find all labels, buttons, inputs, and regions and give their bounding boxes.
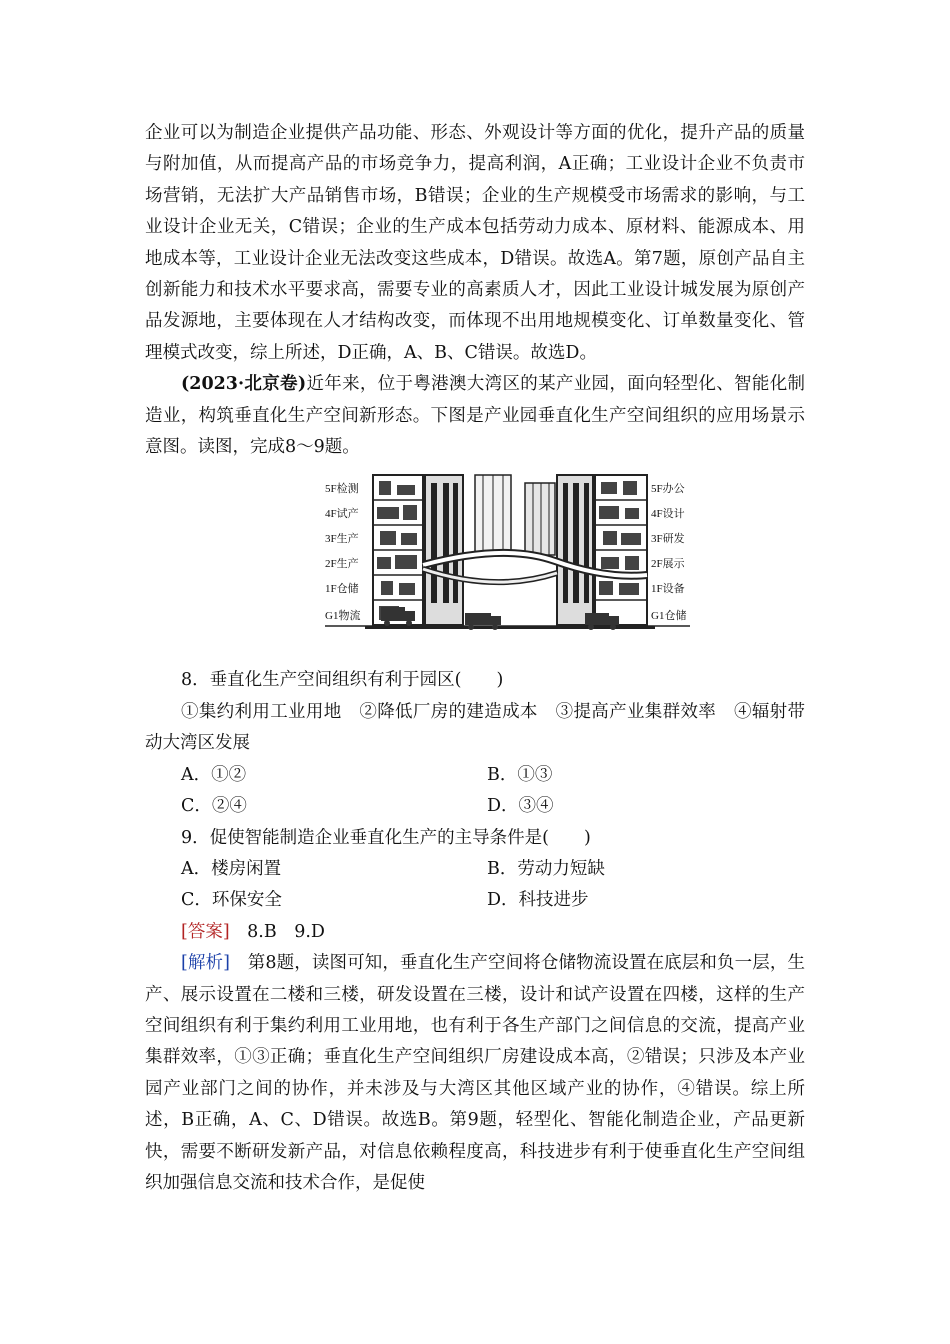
question-8-options-row2 [145,791,805,822]
question-8-items: ①集约利用工业用地 ②降低厂房的建造成本 ③提高产业集群效率 ④辐射带动大湾区发展 [145,701,805,754]
q8-option-d: D．③④ [487,796,554,817]
right-label-4f: 4F设计 [651,508,685,521]
answer-tag: [答案] [181,921,230,942]
left-label-1f: 1F仓储 [325,583,359,596]
vertical-production-diagram [325,473,690,649]
left-label-4f: 4F试产 [325,508,359,521]
explanation [145,948,805,1199]
right-label-3f: 3F研发 [651,533,685,546]
question-intro [145,369,805,463]
right-label-1f: 1F设备 [651,583,685,596]
q8-option-c: C．②④ [181,796,247,817]
question-8-options-row1 [145,760,805,791]
question-8-stem: 8．垂直化生产空间组织有利于园区( ) [181,670,504,691]
explanation-tag: [解析] [181,953,231,974]
left-label-3f: 3F生产 [325,533,359,546]
left-label-2f: 2F生产 [325,558,359,571]
q9-option-a: A．楼房闲置 [181,858,282,879]
answer-text: 8.B 9.D [247,921,325,942]
paragraph-previous-explanation: 企业可以为制造企业提供产品功能、形态、外观设计等方面的优化，提升产品的质量与附加值，从而提高产品的市场竞争力，提高利润，A正确；工业设计企业不负责市场营销，无法扩大产品销售市场，B错误；企业的生产规模受市场需求的影响，与工业设计企业无关，C错误；企业的生产成本包括劳动力成本、原材料、能源成本、用地成本等，工业设计企业无法改变这些成本，D错误。故选A。第7题，原创产品自主创新能力和技术水平要求高，需要专业的高素质人才，因此工业设计城发展为原创产品发源地，主要体现在人才结构改变，而体现不出用地规模变化、订单数量变化、管理模式改变，综上所述，D正确，A、B、C错误。故选D。 [145,123,805,363]
left-label-g1: G1物流 [325,610,361,623]
answer-line [145,917,805,948]
explanation-text: 第8题，读图可知，垂直化生产空间将仓储物流设置在底层和负一层，生产、展示设置在二楼和三楼，研发设置在三楼，设计和试产设置在四楼，这样的生产空间组织有利于集约利用工业用地，也有利于各生产部门之间信息的交流，提高产业集群效率，①③正确；垂直化生产空间组织厂房建设成本高，②错误；只涉及本产业园产业部门之间的协作，并未涉及与大湾区其他区域产业的协作，④错误。综上所述，B正确，A、C、D错误。故选B。第9题，轻型化、智能化制造企业，产品更新快，需要不断研发新产品，对信息依赖程度高，科技进步有利于使垂直化生产空间组织加强信息交流和技术合作，是促使 [145,953,806,1193]
question-9-stem: 9．促使智能制造企业垂直化生产的主导条件是( ) [181,827,591,848]
q8-option-a: A．①② [181,764,247,785]
question-9-options-row2 [145,885,805,916]
left-label-5f: 5F检测 [325,483,359,496]
right-label-2f: 2F展示 [651,558,685,571]
q8-option-b: B．①③ [487,764,553,785]
right-label-5f: 5F办公 [651,483,685,496]
question-9-options-row1 [145,854,805,885]
right-label-g1: G1仓储 [651,610,687,623]
intro-text: 近年来，位于粤港澳大湾区的某产业园，面向轻型化、智能化制造业，构筑垂直化生产空间新形态。下图是产业园垂直化生产空间组织的应用场景示意图。读图，完成8～9题。 [145,374,806,458]
page-content [145,118,805,1199]
q9-option-c: C．环保安全 [181,890,282,911]
figure-container [145,469,805,665]
source-label: (2023·北京卷) [181,374,307,395]
q9-option-b: B．劳动力短缺 [487,858,605,879]
q9-option-d: D．科技进步 [487,890,589,911]
